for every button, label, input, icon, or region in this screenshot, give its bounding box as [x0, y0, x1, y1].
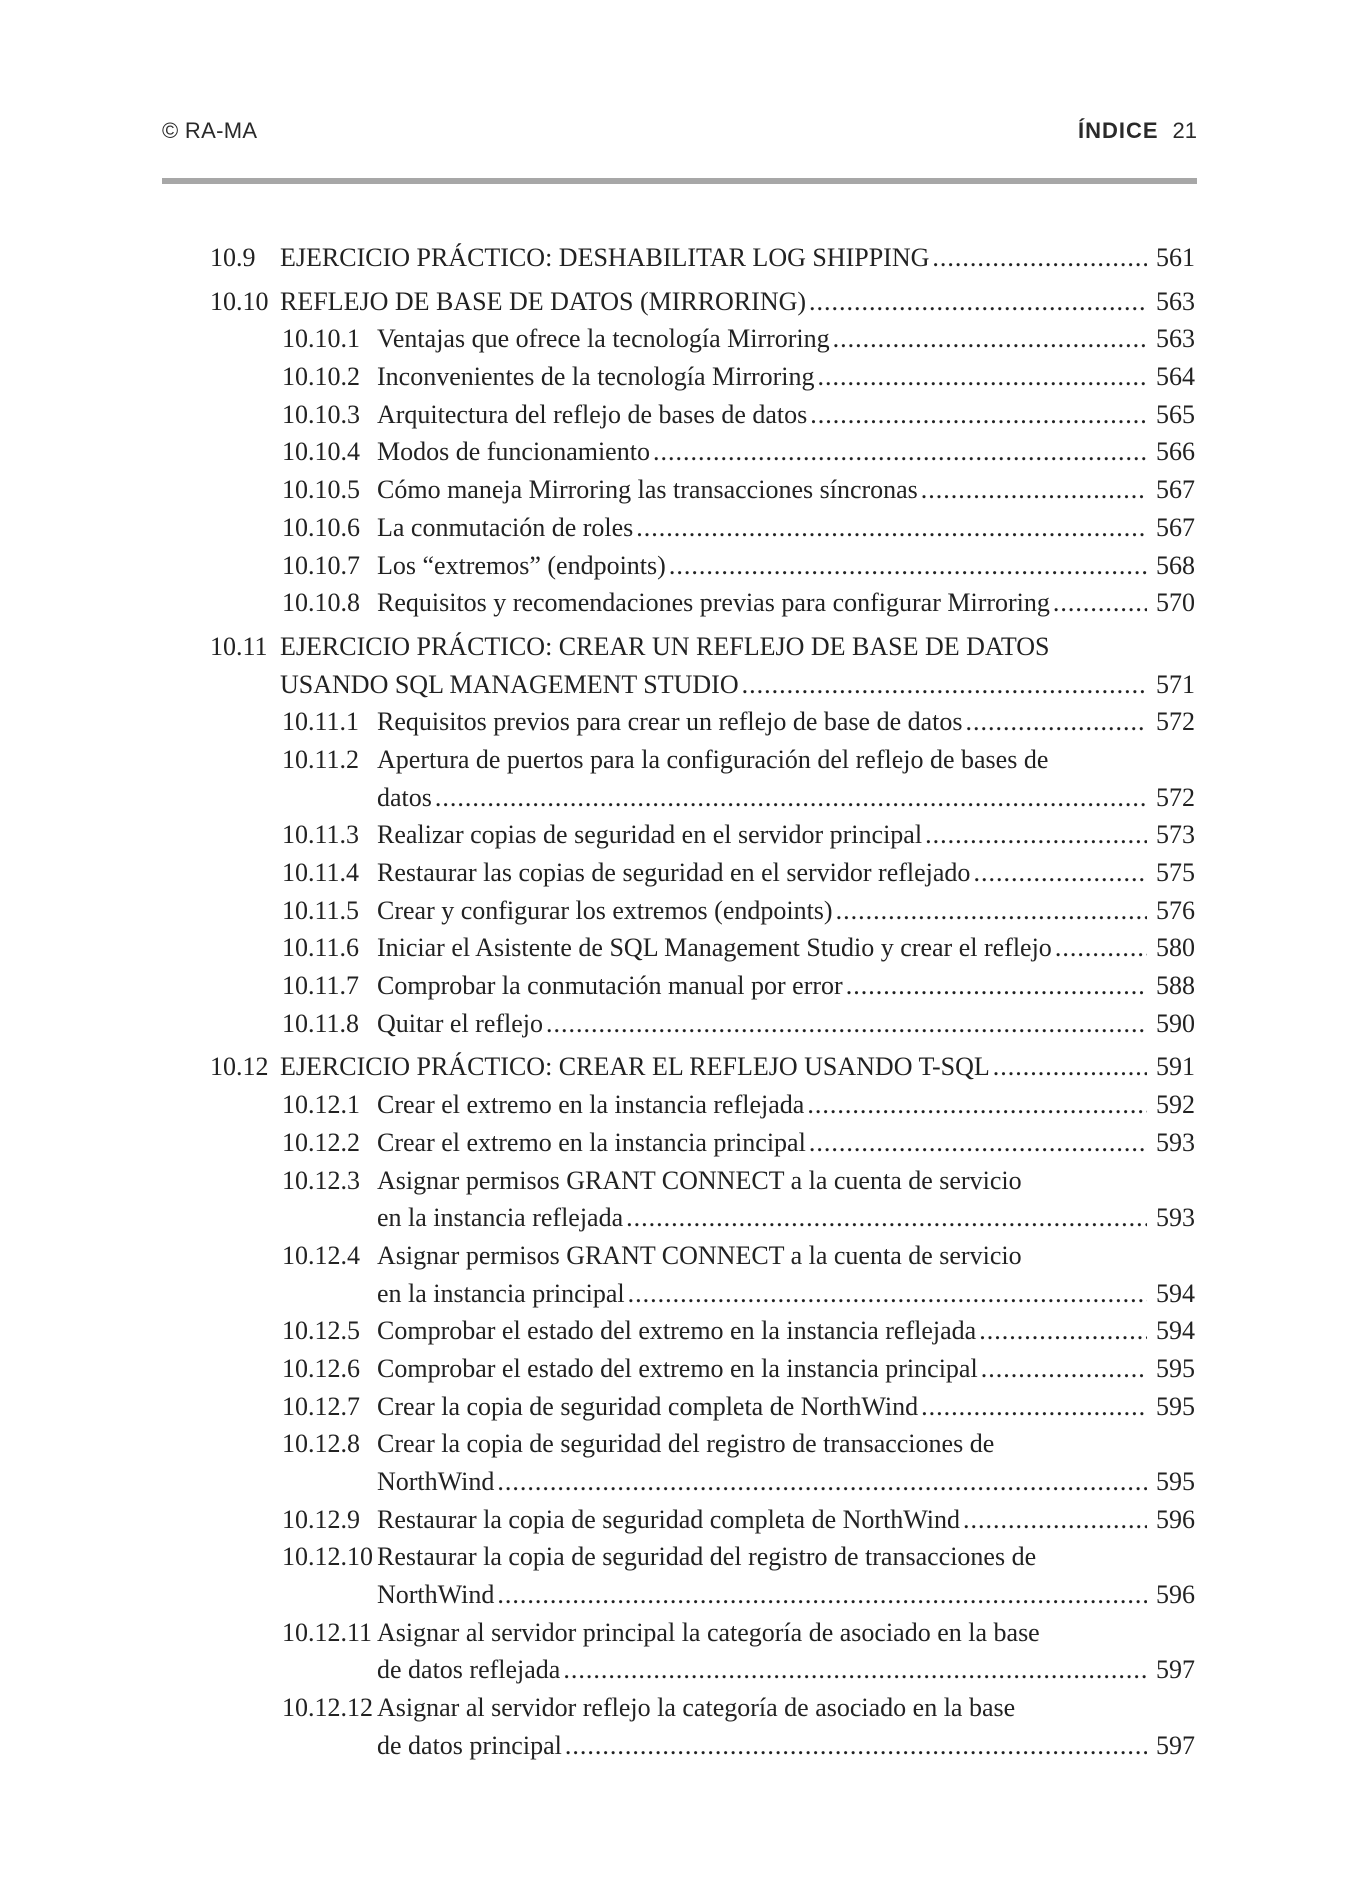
dot-leader [833, 320, 1147, 358]
toc-entry-leader [377, 358, 1147, 396]
toc-entry-line [0, 816, 1346, 854]
toc-entry-title: La conmutación de roles [377, 512, 634, 542]
toc-entry-page: 565 [1156, 399, 1195, 429]
toc-entry-title: Los “extremos” (endpoints) [377, 550, 666, 580]
toc-entry-title: EJERCICIO PRÁCTICO: CREAR UN REFLEJO DE BASE DE DATOS [280, 631, 1050, 661]
toc-entry-page: 567 [1156, 512, 1195, 542]
toc-entry-leader [377, 1501, 1147, 1539]
toc-entry-title: en la instancia principal [377, 1278, 625, 1308]
dot-leader [836, 892, 1147, 930]
toc-entry-page: 595 [1156, 1467, 1195, 1496]
toc-entry-number: 10.10.5 [282, 475, 360, 505]
toc-entry-title: Arquitectura del reflejo de bases de datos [377, 399, 808, 429]
toc-entry-leader [377, 1350, 1147, 1388]
toc-entry-page: 580 [1156, 933, 1195, 963]
toc-entry-title: Iniciar el Asistente de SQL Management Studio y crear el reflejo [377, 933, 1052, 963]
toc-entry-page: 567 [1156, 475, 1195, 505]
header-right [1078, 118, 1197, 144]
toc-entry-leader [377, 509, 1147, 547]
toc-entry-leader [377, 703, 1147, 741]
toc-entry-number: 10.11 [210, 631, 268, 661]
dot-leader [809, 1124, 1147, 1162]
toc-entry-leader [377, 396, 1147, 434]
dot-leader [809, 283, 1147, 321]
toc-entry-leader [377, 1275, 1147, 1313]
toc-entry-page: 566 [1156, 437, 1195, 467]
toc-entry-line [0, 1576, 1346, 1614]
toc-entry-title: Comprobar el estado del extremo en la instancia reflejada [377, 1316, 977, 1346]
toc-entry-number: 10.10.7 [282, 550, 360, 580]
toc-entry-line [0, 239, 1346, 277]
toc-entry-title: Quitar el reflejo [377, 1008, 544, 1038]
toc-entry-title: Comprobar el estado del extremo en la instancia principal [377, 1353, 978, 1383]
toc-entry-title: Crear la copia de seguridad completa de NorthWind [377, 1391, 919, 1421]
toc-entry-title: Requisitos y recomendaciones previas para configurar Mirroring [377, 588, 1050, 618]
toc-entry-line [0, 1501, 1346, 1539]
toc-entry-number: 10.12.3 [282, 1165, 360, 1195]
dot-leader [846, 967, 1147, 1005]
dot-leader [807, 1086, 1147, 1124]
toc-entry-title: Cómo maneja Mirroring las transacciones síncronas [377, 475, 918, 505]
toc-entry-title: Crear y configurar los extremos (endpoints) [377, 895, 833, 925]
toc-entry-title: Restaurar la copia de seguridad del registro de transacciones de [377, 1542, 1037, 1572]
toc-entry-leader [377, 433, 1147, 471]
dot-leader [435, 779, 1147, 817]
dot-leader [1055, 929, 1147, 967]
toc-entry-page: 561 [1156, 243, 1195, 272]
toc-entry-line [0, 779, 1346, 817]
toc-entry-leader [377, 1727, 1147, 1765]
toc-entry-page: 597 [1156, 1730, 1195, 1760]
toc-entry-title: Requisitos previos para crear un reflejo de base de datos [377, 707, 963, 737]
dot-leader [546, 1005, 1147, 1043]
toc-entry-leader [377, 471, 1147, 509]
toc-entry-leader [377, 1312, 1147, 1350]
dot-leader [669, 547, 1147, 585]
toc-entry-title: de datos reflejada [377, 1655, 561, 1685]
toc-entry-page: 596 [1156, 1504, 1195, 1534]
toc-entry-leader [377, 1005, 1147, 1043]
table-of-contents [0, 233, 1346, 1765]
toc-entry-leader [377, 1576, 1147, 1614]
toc-entry-title: Asignar permisos GRANT CONNECT a la cuenta de servicio [377, 1165, 1022, 1195]
toc-entry-title: NorthWind [377, 1580, 495, 1610]
toc-entry-line [0, 320, 1346, 358]
toc-entry-line [0, 703, 1346, 741]
toc-entry-line [0, 1162, 1346, 1200]
toc-entry-page: 593 [1156, 1203, 1195, 1233]
toc-entry-number: 10.12.7 [282, 1391, 360, 1421]
toc-entry-line [0, 929, 1346, 967]
toc-entry-leader [280, 283, 1147, 321]
toc-entry-title: Realizar copias de seguridad en el servidor principal [377, 820, 923, 850]
toc-entry-page: 591 [1156, 1052, 1195, 1082]
toc-entry-number: 10.10.2 [282, 362, 360, 392]
dot-leader [921, 471, 1147, 509]
toc-entry-title: Asignar al servidor principal la categoría de asociado en la base [377, 1617, 1040, 1647]
dot-leader [653, 433, 1147, 471]
dot-leader [973, 854, 1147, 892]
toc-entry-leader [377, 892, 1147, 930]
toc-entry-number: 10.11.8 [282, 1008, 360, 1038]
toc-entry-line [0, 1425, 1346, 1463]
toc-entry-title: en la instancia reflejada [377, 1203, 624, 1233]
toc-entry-line [0, 892, 1346, 930]
dot-leader [742, 666, 1147, 704]
toc-entry-leader [377, 929, 1147, 967]
toc-entry-title: Restaurar la copia de seguridad completa de NorthWind [377, 1504, 961, 1534]
toc-entry-number: 10.11.7 [282, 971, 360, 1001]
toc-entry-line [0, 547, 1346, 585]
toc-entry-line [0, 1199, 1346, 1237]
toc-entry-leader [377, 1388, 1147, 1426]
toc-entry-line [0, 396, 1346, 434]
toc-entry-number: 10.12.5 [282, 1316, 360, 1346]
toc-entry-line [0, 1275, 1346, 1313]
toc-entry-leader [377, 967, 1147, 1005]
toc-entry-line [0, 433, 1346, 471]
toc-entry-leader [377, 816, 1147, 854]
toc-entry-page: 573 [1156, 820, 1195, 850]
dot-leader [979, 1312, 1147, 1350]
toc-entry-number: 10.11.4 [282, 858, 360, 887]
toc-entry-number: 10.12 [210, 1052, 269, 1082]
toc-entry-number: 10.12.11 [282, 1617, 373, 1647]
toc-entry-line [0, 283, 1346, 321]
toc-entry-page: 593 [1156, 1127, 1195, 1157]
dot-leader [993, 1048, 1147, 1086]
toc-entry-number: 10.11.2 [282, 744, 360, 774]
toc-entry-line [0, 854, 1346, 892]
toc-entry-line [0, 1086, 1346, 1124]
toc-entry-number: 10.12.1 [282, 1090, 360, 1120]
toc-entry-line [0, 1463, 1346, 1501]
toc-entry-leader [377, 854, 1147, 892]
toc-entry-line [0, 1048, 1346, 1086]
toc-entry-line [0, 741, 1346, 779]
toc-entry-page: 595 [1156, 1391, 1195, 1421]
toc-entry-number: 10.9 [210, 243, 256, 272]
toc-entry-line [0, 1388, 1346, 1426]
toc-entry-leader [377, 584, 1147, 622]
toc-entry-number: 10.12.8 [282, 1429, 360, 1459]
toc-entry-page: 594 [1156, 1278, 1195, 1308]
toc-entry-page: 563 [1156, 324, 1195, 354]
dot-leader [981, 1350, 1147, 1388]
toc-entry-number: 10.10.3 [282, 399, 360, 429]
toc-entry-page: 588 [1156, 971, 1195, 1001]
toc-entry-number: 10.10.6 [282, 512, 360, 542]
toc-entry-leader [377, 1124, 1147, 1162]
toc-entry-leader [377, 320, 1147, 358]
toc-entry-title: de datos principal [377, 1730, 562, 1760]
toc-entry-page: 572 [1156, 707, 1195, 737]
toc-entry-title: NorthWind [377, 1467, 495, 1496]
toc-entry-leader [377, 1463, 1147, 1501]
toc-entry-title: Asignar al servidor reflejo la categoría de asociado en la base [377, 1693, 1016, 1723]
toc-entry-page: 597 [1156, 1655, 1195, 1685]
toc-entry-number: 10.12.4 [282, 1240, 360, 1270]
toc-entry-title: datos [377, 782, 432, 812]
toc-entry-line [0, 584, 1346, 622]
toc-entry-number: 10.10.8 [282, 588, 360, 618]
toc-entry-line [0, 967, 1346, 1005]
toc-entry-page: 563 [1156, 286, 1195, 316]
section-label: ÍNDICE [1077, 118, 1159, 143]
toc-entry-leader [377, 1086, 1147, 1124]
toc-entry-number: 10.11.6 [282, 933, 360, 963]
dot-leader [1053, 584, 1147, 622]
dot-leader [921, 1388, 1147, 1426]
toc-entry-leader [280, 1048, 1147, 1086]
toc-entry-number: 10.12.2 [282, 1127, 360, 1157]
toc-entry-title: REFLEJO DE BASE DE DATOS (MIRRORING) [280, 286, 807, 316]
toc-entry-number: 10.11.5 [282, 895, 360, 925]
toc-entry-number: 10.11.3 [282, 820, 360, 850]
toc-entry-title: Crear el extremo en la instancia principal [377, 1127, 806, 1157]
toc-entry-number: 10.12.9 [282, 1504, 360, 1534]
dot-leader [497, 1576, 1147, 1614]
dot-leader [963, 1501, 1147, 1539]
dot-leader [497, 1463, 1147, 1501]
toc-entry-page: 596 [1156, 1580, 1195, 1610]
toc-entry-page: 571 [1156, 669, 1195, 699]
toc-entry-line [0, 1689, 1346, 1727]
toc-entry-title: Crear la copia de seguridad del registro de transacciones de [377, 1429, 995, 1459]
toc-entry-title: Ventajas que ofrece la tecnología Mirroring [377, 324, 830, 354]
toc-entry-number: 10.10.4 [282, 437, 360, 467]
toc-entry-title: Inconvenientes de la tecnología Mirroring [377, 362, 815, 392]
toc-entry-page: 576 [1156, 895, 1195, 925]
dot-leader [810, 396, 1147, 434]
toc-entry-leader [377, 779, 1147, 817]
toc-entry-line [0, 471, 1346, 509]
dot-leader [925, 816, 1147, 854]
toc-entry-line [0, 628, 1346, 666]
toc-entry-page: 572 [1156, 782, 1195, 812]
toc-entry-line [0, 1005, 1346, 1043]
dot-leader [636, 509, 1147, 547]
dot-leader [818, 358, 1147, 396]
toc-entry-line [0, 358, 1346, 396]
toc-entry-line [0, 1237, 1346, 1275]
toc-entry-leader [280, 666, 1147, 704]
toc-entry-line [0, 1350, 1346, 1388]
toc-entry-title: Crear el extremo en la instancia reflejada [377, 1090, 805, 1120]
dot-leader [565, 1727, 1147, 1765]
dot-leader [966, 703, 1147, 741]
toc-entry-number: 10.12.6 [282, 1353, 360, 1383]
toc-entry-page: 595 [1156, 1353, 1195, 1383]
toc-entry-title: Modos de funcionamiento [377, 437, 650, 467]
toc-entry-leader [377, 1651, 1147, 1689]
toc-entry-page: 568 [1156, 550, 1195, 580]
toc-entry-number: 10.10.1 [282, 324, 360, 354]
toc-entry-line [0, 1124, 1346, 1162]
running-header [162, 116, 1197, 152]
toc-entry-line [0, 666, 1346, 704]
copyright-label: © RA-MA [162, 118, 258, 143]
toc-entry-line [0, 1312, 1346, 1350]
toc-entry-title: Apertura de puertos para la configuración del reflejo de bases de [377, 744, 1049, 774]
toc-entry-leader [377, 547, 1147, 585]
toc-entry-title: Restaurar las copias de seguridad en el servidor reflejado [377, 858, 971, 887]
dot-leader [932, 239, 1147, 277]
toc-entry-title: Comprobar la conmutación manual por error [377, 971, 843, 1001]
toc-entry-number: 10.12.10 [282, 1542, 373, 1572]
toc-entry-page: 590 [1156, 1008, 1195, 1038]
toc-entry-leader [280, 239, 1147, 277]
toc-entry-title: Asignar permisos GRANT CONNECT a la cuenta de servicio [377, 1240, 1022, 1270]
toc-entry-page: 575 [1156, 858, 1195, 887]
toc-entry-leader [377, 1199, 1147, 1237]
toc-entry-page: 594 [1156, 1316, 1195, 1346]
toc-entry-line [0, 1614, 1346, 1652]
dot-leader [626, 1199, 1147, 1237]
toc-entry-number: 10.10 [210, 286, 269, 316]
page-number: 21 [1172, 118, 1197, 143]
toc-entry-number: 10.11.1 [282, 707, 360, 737]
dot-leader [628, 1275, 1147, 1313]
toc-entry-title: EJERCICIO PRÁCTICO: CREAR EL REFLEJO USANDO T-SQL [280, 1052, 990, 1082]
toc-entry-number: 10.12.12 [282, 1693, 373, 1723]
toc-entry-page: 564 [1156, 362, 1195, 392]
toc-entry-line [0, 509, 1346, 547]
dot-leader [563, 1651, 1147, 1689]
toc-entry-page: 592 [1156, 1090, 1195, 1120]
toc-entry-title: USANDO SQL MANAGEMENT STUDIO [280, 669, 739, 699]
toc-entry-line [0, 1727, 1346, 1765]
header-rule [162, 178, 1197, 184]
toc-entry-line [0, 1538, 1346, 1576]
toc-entry-line [0, 1651, 1346, 1689]
toc-entry-title: EJERCICIO PRÁCTICO: DESHABILITAR LOG SHIPPING [280, 243, 930, 272]
toc-entry-page: 570 [1156, 588, 1195, 618]
